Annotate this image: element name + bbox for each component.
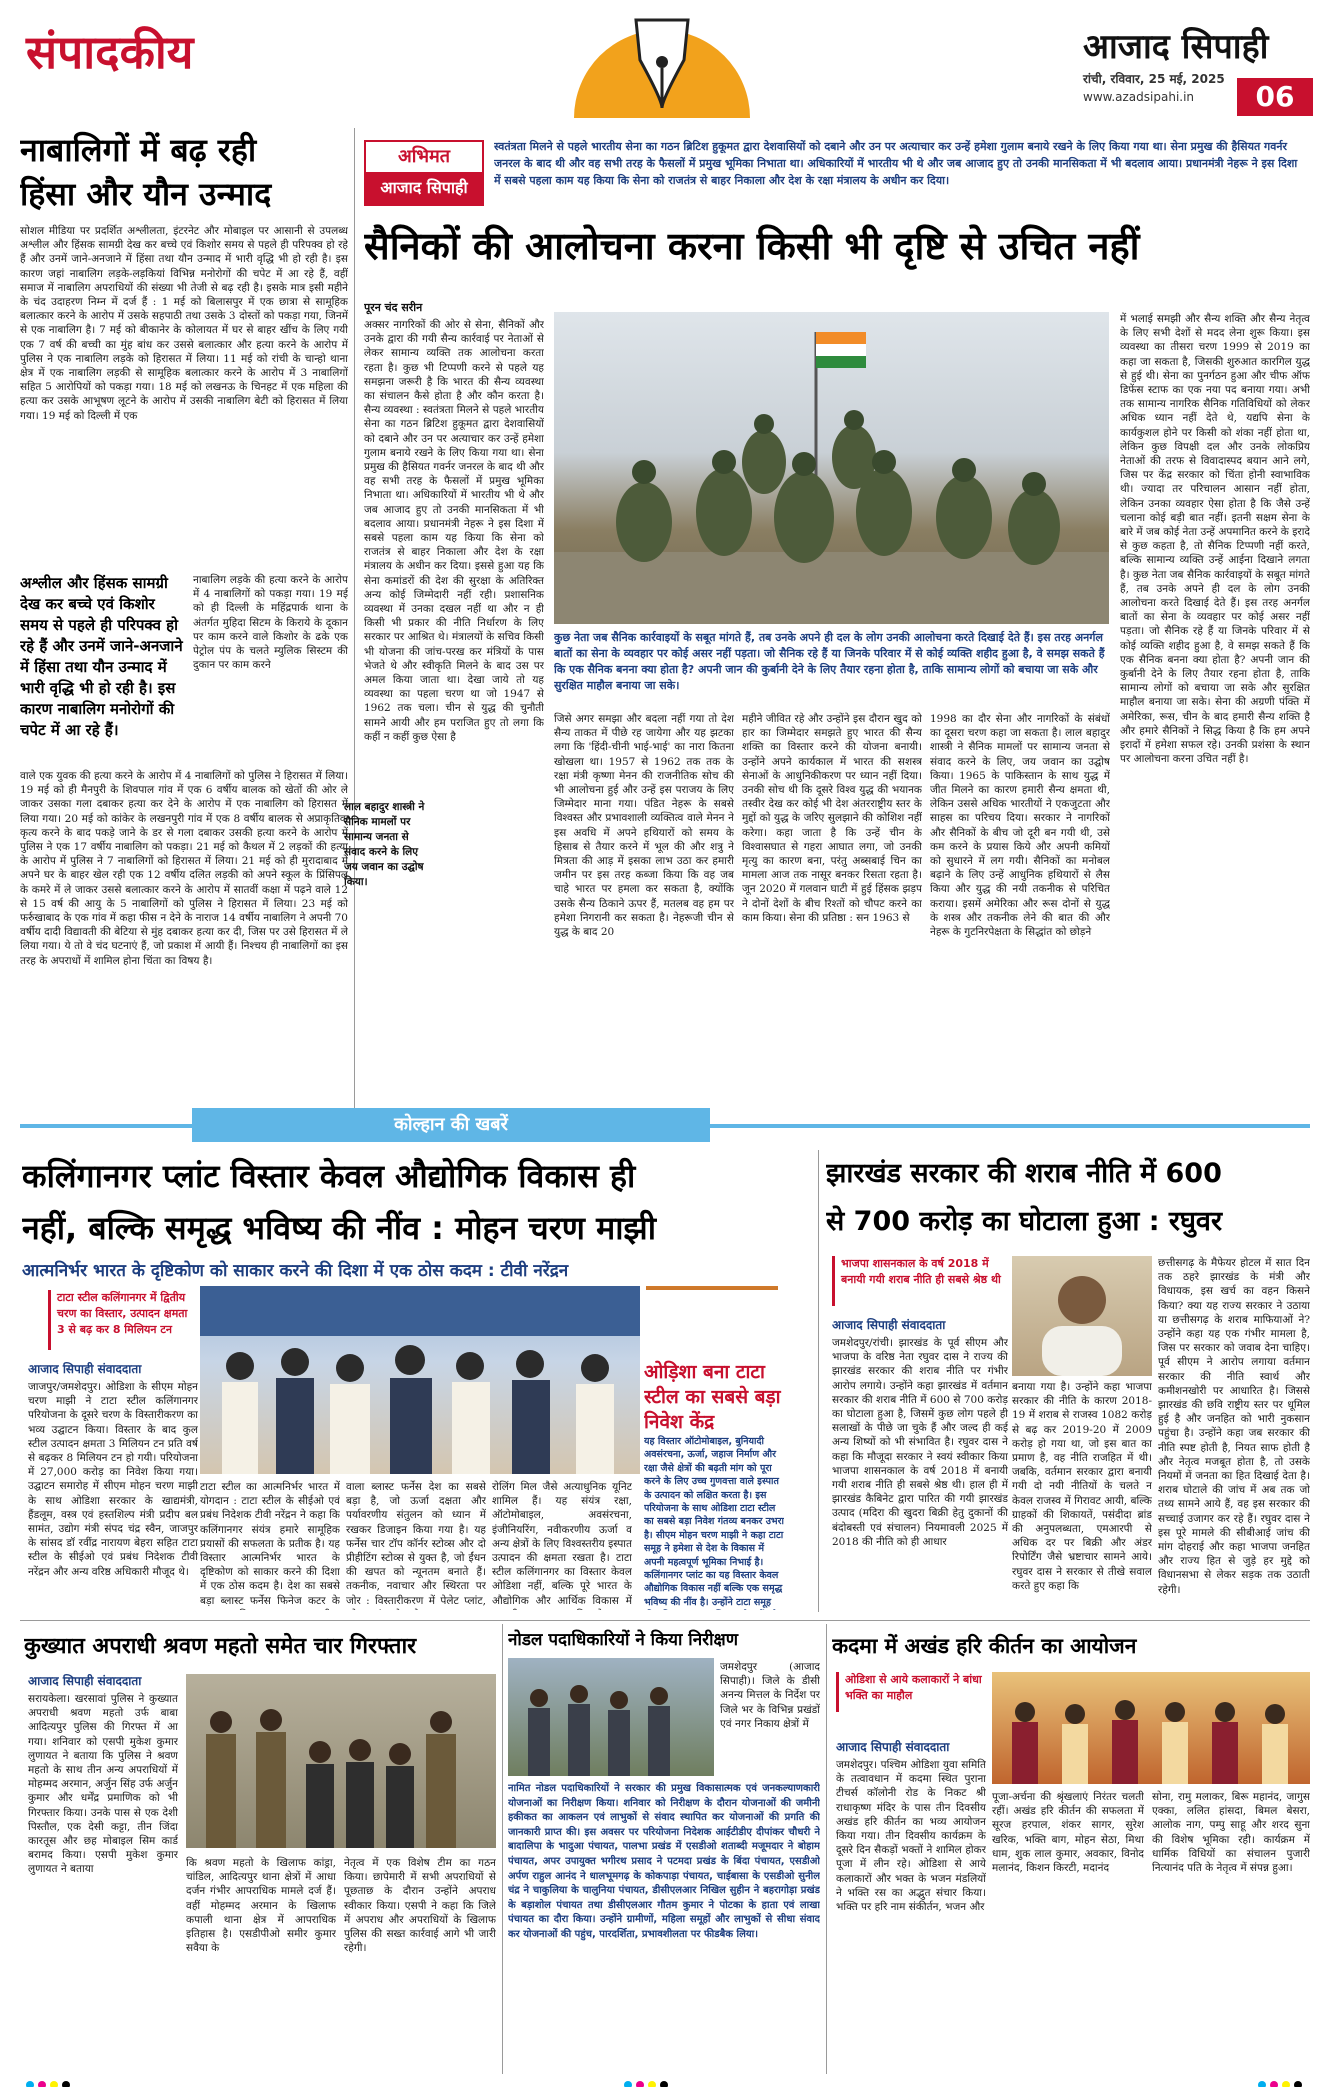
story1-col1: जाजपुर/जमशेदपुर। ओडिशा के सीएम मोहन चरण माझी ने टाटा स्टील कलिंगानगर परियोजना के दूसरे चरण के विस्तारीकरण का भव्य उद्घाटन किया। विस्तार के बाद कुल स्टील उत्पादन क्षमता 3 मिलियन टन प्रति वर्ष से बढ़कर 8 मिलियन टन हो गयी। परियोजना में 27,000 करोड़ का निवेश किया गया। उद्घाटन समारोह में सीएम मोहन चरण माझी के साथ ओडिशा सरकार के खाद्यमंत्री, हैंडलूम, वस्त्र एवं हस्तशिल्प मंत्री प्रदीप बल सामंत, उद्योग मंत्री संपद चंद्र स्वैन, जाजपुर के सांसद डॉ रवींद्र नारायण बेहरा सहित टाटा स्टील के सीईओ एवं प्रबंध निदेशक टीवी नरेंद्रन और अन्य वरिष्ठ अधिकारी मौजूद थे। — [28, 1381, 198, 1578]
story1-subhead: आत्मनिर्भर भारत के दृष्टिकोण को साकार करने की दिशा में एक ठोस कदम : टीवी नरेंद्रन — [22, 1261, 569, 1281]
photo-caption: कुछ नेता जब सैनिक कार्रवाइयों के सबूत मांगते हैं, तब उनके अपने ही दल के लोग उनकी आलोचना करते दिखाई देते हैं। इस तरह अनर्गल बातों का सेना के व्यवहार पर कोई असर नहीं पड़ता। जो सैनिक रहे हैं या जिनके परिवार में से कोई व्यक्ति शहीद हुआ है, वे समझ सकते हैं कि एक सैनिक बनना क्या होता है? अपनी जान की कुर्बानी देने के लिए तैयार रहना होता है, ताकि सामान्य लोगों को बचाया जा सके और सुरक्षित माहौल बनाया जा सके। — [554, 631, 1105, 692]
story3-col3: नेतृत्व में एक विशेष टीम का गठन किया। छापेमारी में सभी अपराधियों से पूछताछ के दौरान उन्होंने अपराध स्वीकार किया। एसपी ने कहा कि जिले में अपराध और अपराधियों के खिलाफ पुलिस की सख्त कार्रवाई आगे भी जारी रहेगी। — [344, 1857, 496, 1955]
tata-box-text: यह विस्तार ऑटोमोबाइल, बुनियादी अवसंरचना, ऊर्जा, जहाज निर्माण और रक्षा जैसे क्षेत्रों की बढ़ती मांग को पूरा करने के लिए उच्च गुणवत्ता वाले इस्पात के उत्पादन को लक्षित करता है। इस परियोजना के साथ ओडिशा टाटा स्टील का सबसे बड़ा निवेश गंतव्य बनकर उभरा है। सीएम मोहन चरण माझी ने कहा टाटा समूह ने हमेशा से देश के विकास में अपनी महत्वपूर्ण भूमिका निभाई है। कलिंगानगर प्लांट का यह विस्तार केवल औद्योगिक विकास नहीं बल्कि एक समृद्ध भविष्य की नींव है। उन्होंने टाटा समूह — [644, 1436, 784, 1608]
story2-headline-1: झारखंड सरकार की शराब नीति में 600 — [826, 1158, 1222, 1189]
story2-summary: भाजपा शासनकाल के वर्ष 2018 में बनायी गयी शराब नीति ही सबसे श्रेष्ठ थी — [832, 1256, 1008, 1306]
pen-nib-logo — [566, 0, 758, 118]
story4-headline: नोडल पदाधिकारियों ने किया निरीक्षण — [508, 1630, 738, 1650]
story2-col1: जमशेदपुर/रांची। झारखंड के पूर्व सीएम और भाजपा के वरिष्ठ नेता रघुवर दास ने राज्य की झारखंड सरकार की शराब नीति पर गंभीर आरोप लगाये। उन्होंने कहा झारखंड में वर्तमान सरकार की शराब नीति में 600 से 700 करोड़ का घोटाला हुआ है, जिसमें कुछ लोग पहले ही सलाखों के पीछे जा चुके हैं और जल्द ही कई अन्य शिष्यों को भी संभावित है। रघुवर दास ने कहा कि मौजूदा सरकार ने स्वयं स्वीकार किया भाजपा शासनकाल के वर्ष 2018 में बनायी गयी शराब नीति ही सबसे श्रेष्ठ थी। हाल ही में झारखंड कैबिनेट द्वारा पारित की गयी झारखंड उत्पाद (मदिरा की खुदरा बिक्री हेतु दुकानों की बंदोबस्ती एवं संचालन) नियमावली 2025 में 2018 की नीति को ही आधार — [832, 1337, 1008, 1548]
editorial2-col1: अक्सर नागरिकों की ओर से सेना, सैनिकों और उनके द्वारा की गयी सैन्य कार्रवाई पर नेताओं से लेकर सामान्य व्यक्ति तक आलोचना करता रहता है। कुछ भी टिप्पणी करने से पहले यह समझना जरूरी है कि भारत की सैन्य व्यवस्था का संचालन कैसे होता है और कौन करता है। सैन्य व्यवस्था : स्वतंत्रता मिलने से पहले भारतीय सेना का गठन ब्रिटिश हुकूमत द्वारा देशवासियों को दबाने और उन पर अत्याचार कर उन्हें हमेशा गुलाम बनाये रखने के लिए किया गया था। सेना प्रमुख की हैसियत गवर्नर जनरल के बाद थी और वह सभी तरह के फैसलों में प्रमुख भूमिका निभाता था। अधिकारियों में भारतीय भी थे और जब आजाद हुए तो उनकी मानसिकता में भी बदलाव आया। प्रधानमंत्री नेहरू ने इस दिशा में सबसे पहला काम यह किया कि सेना को राजतंत्र से बाहर निकाला और देश के रक्षा मंत्रालय के अधीन कर दिया। इससे हुआ यह कि सेना कमांडरों की देश की सुरक्षा के अतिरिक्त अन्य कोई जिम्मेदारी नहीं रही। प्रशासनिक व्यवस्था में उनका दखल नहीं था और न ही किसी भी प्रकार की नीति निर्धारण के लिए सरकार पर आश्रित थे। मंत्रालयों के सचिव किसी भी योजना की जांच-परख कर मंत्रियों के पास भेजते थे और स्वीकृति मिलने के बाद उस पर अमल किया जाता था। देखा जाये तो यह व्यवस्था का पहला चरण था जो 1947 से 1962 तक चला। चीन से युद्ध की चुनौती सामने आयी और हम पराजित हुए तो लगा कि कहीं न कहीं कुछ ऐसा है — [364, 319, 544, 743]
soldiers-photo — [554, 312, 1109, 624]
story1-headline-2: नहीं, बल्कि समृद्ध भविष्य की नींव : मोहन चरण माझी — [22, 1209, 656, 1247]
tata-box — [644, 1290, 784, 1612]
paper-name: आजाद सिपाही — [1083, 27, 1269, 67]
side-quote: लाल बहादुर शास्त्री ने सैनिक मामलों पर सामान्य जनता से संवाद करने के लिए जय जवान का उद्घोष किया। — [344, 801, 425, 888]
editorial-body-2: नाबालिग लड़के की हत्या करने के आरोप में 4 नाबालिगों को पकड़ा गया। 19 मई को ही दिल्ली के महिंद्रपार्क थाना के अंतर्गत मुहिदा सिटम के किराये के दूकान पर काम करने वाले किशोर के ढके एक पेट्रोल पंप के चलते म्युलिक सिस्टम की दुकान पर काम करने — [193, 574, 348, 672]
story4-body: नामित नोडल पदाधिकारियों ने सरकार की प्रमुख विकासात्मक एवं जनकल्याणकारी योजनाओं का निरीक्षण किया। शनिवार को निरीक्षण के दौरान योजनाओं की जमीनी हकीकत का आकलन एवं लाभुकों से संवाद स्थापित कर योजनाओं की प्रगति की जानकारी प्राप्त की। इस अवसर पर परियोजना निदेशक आईटीडीए दीपांकर चौधरी ने बादालिपा के भादुआ पंचायत, पालभा प्रखंड में एसडीओ शताब्दी मजूमदार ने बोहाम पंचायत, अपर उपायुक्त भगीरथ प्रसाद ने पटमदा प्रखंड के बिंदा पंचायत, एसडीओ अर्पण राहुल आनंद ने धालभूमगढ़ के कोकपाड़ा पंचायत, चाईबासा के एसडीओ सुनील चंद्र ने चाकुलिया के चालुनिया पंचायत, डीसीएलआर निखिल सुहीन ने बहरागोड़ा प्रखंड के बड़ाशोल पंचायत तथा डीसीएलआर गौतम कुमार ने पोटका के हाता एवं लाखा पंचायत का दौरा किया। उन्होंने ग्रामीणों, महिला समूहों और लाभुकों से सीधा संवाद कर योजनाओं की पहुंच, पारदर्शिता, प्रभावशीलता पर फीडबैक लिया। — [508, 1783, 820, 1940]
story4-lead: जमशेदपुर (आजाद सिपाही)। जिले के डीसी अनन्य मित्तल के निर्देश पर जिले भर के विभिन्न प्रखंडों एवं नगर निकाय क्षेत्रों में — [720, 1661, 820, 1730]
story5-byline: आजाद सिपाही संवाददाता — [836, 1740, 950, 1754]
editorial-body-1: सोशल मीडिया पर प्रदर्शित अश्लीलता, इंटरनेट और मोबाइल पर आसानी से उपलब्ध अश्लील और हिंसक सामग्री देख कर बच्चे एवं किशोर समय से पहले ही परिपक्व हो रहे हैं और उनमें जाने-अनजाने में हिंसा तथा यौन उन्माद में भारी वृद्धि भी हो रही है। इस कारण जहां नाबालिग लड़के-लड़कियां विभिन्न मनोरोगों की चपेट में आ रहे हैं, वहीं समाज में नाबालिग अपराधियों की संख्या भी तेजी से बढ़ रही है। इसके मात्र इसी महीने के चंद उदाहरण निम्न में दर्ज हैं : 1 मई को बिलासपुर में एक छात्रा से सामूहिक बलात्कार करने के आरोप में उसके सहपाठी तथा उसके 3 दोस्तों को पकड़ा गया, जिनमें से एक नाबालिग है। 7 मई को बीकानेर के कोलायत में घर से बाहर खींच के लिए गयी एक 7 वर्ष की बच्ची का मुंह बांध कर उससे बलात्कार और हत्या करने के आरोप में पुलिस ने एक नाबालिग लड़के को हिरासत में लिया। 11 मई को रांची के चान्हो थाना क्षेत्र में एक नाबालिग लड़की से सामूहिक बलात्कार करने के आरोप में 3 नाबालिगों सहित 5 आरोपियों को पकड़ा गया। 18 मई को लखनऊ के चिनहट में एक महिला की हत्या कर उसके आभूषण लूटने के आरोप में उसकी नाबालिग बेटी को हिरासत में लिया गया। 19 मई को दिल्ली में एक — [20, 225, 348, 422]
story5-col3: सोना, रामु मलाकर, बिरू महानंद, जागुस एक्का, ललित हांसदा, बिमल बेसरा, आलोक नाग, पम्पु साहू और शरद सुना की विशेष भूमिका रही। कार्यक्रम में धार्मिक विधियों का संचालन पुजारी नित्यानंद पति के नेतृत्व में संपन्न हुआ। — [1152, 1791, 1310, 1875]
story1-col2: टाटा स्टील का आत्मनिर्भर भारत में योगदान : टाटा स्टील के सीईओ एवं प्रबंध निदेशक टीवी नरेंद्रन ने कहा कि कलिंगानगर संयंत्र हमारे सामूहिक प्रयासों की सफलता के प्रतीक है। यह विस्तार आत्मनिर्भर भारत के दृष्टिकोण को साकार करने की दिशा में एक ठोस कदम है। देश का सबसे बड़ा ब्लास्ट फर्नेस फिनेज कटर के — [200, 1481, 340, 1607]
story2-col3: छत्तीसगढ़ के मैफेयर होटल में सात दिन तक ठहरे झारखंड के मंत्री और विधायक, इस खर्च का वहन किसने किया? क्या यह राज्य सरकार ने उठाया या छत्तीसगढ़ के शराब माफियाओं ने? उन्होंने कहा यह एक गंभीर मामला है, जिस पर सरकार को जवाब देना चाहिए। पूर्व सीएम ने आरोप लगाया वर्तमान सरकार की नीति स्वार्थ और कमीशनखोरी पर आधारित है। जिससे झारखंड की छवि राष्ट्रीय स्तर पर धूमिल हुई है और जनहित को भारी नुकसान पहुंचा है। उन्होंने कहा जब सरकार की नीति स्पष्ट होती है, नियत साफ होती है और नेतृत्व मजबूत होता है, तो उसके नियमों में जनता का हित दिखाई देता है। शराब घोटाले की जांच में अब तक जो तथ्य सामने आये हैं, वह इस सरकार की सच्चाई उजागर कर रहे हैं। रघुवर दास ने इस पूरे मामले की सीबीआई जांच की मांग दोहराई और कहा भाजपा जनहित और राज्य हित से जुड़े हर मुद्दे को विधानसभा से लेकर सड़क तक उठाती रहेगी। — [1158, 1257, 1310, 1596]
masthead — [0, 0, 1325, 118]
editorial-tag — [364, 140, 484, 206]
kirtan-photo — [992, 1672, 1310, 1784]
editorial2-col2: जिसे अगर समझा और बदला नहीं गया तो देश सैन्य ताकत में पीछे रह जायेगा और यह झटका लगा कि 'हिंदी-चीनी भाई-भाई' का नारा कितना खोखला था। 1957 से 1962 तक तक के रक्षा मंत्री कृष्णा मेनन की राजनीतिक सोच की भी आलोचना हुई और उन्हें इस पराजय के लिए जिम्मेदार माना गया। पंडित नेहरू के सबसे विश्वस्त और प्रभावशाली व्यक्तित्व वाले मेनन ने इस अवधि में अपने हथियारों को समय के हिसाब से तैयार करने में भूल की और शत्रु ने मित्रता की आड़ में इसका लाभ उठा कर हमारी जमीन पर इस तरह कब्जा किया कि वह जब चाहे भारत पर हमला कर सकता है, क्योंकि उसके सैन्य ठिकाने ऊपर हैं, मतलब वह हम पर हमेशा निगरानी कर सकता है। नेहरूजी चीन से युद्ध के बाद 20 — [554, 713, 734, 939]
story5-col1: जमशेदपुर। पश्चिम ओडिशा युवा समिति के तत्वावधान में कदमा स्थित पुराना टीचर्स कॉलोनी रोड के निकट श्री राधाकृष्ण मंदिर के पास तीन दिवसीय अखंड हरि कीर्तन का भव्य आयोजन किया गया। तीन दिवसीय कार्यक्रम के दूसरे दिन सैकड़ों भक्तों ने शामिल होकर पूजा में लीन रहे। ओडिशा से आये कलाकारों और भक्त के भजन मंडलियों ने भक्ति रस का अद्भुत संचार किया। भक्ति पर हरि नाम संकीर्तन, भजन और — [836, 1759, 986, 1914]
editorial-title-2: हिंसा और यौन उन्माद — [20, 175, 272, 213]
police-photo — [186, 1674, 496, 1848]
section-title: संपादकीय — [26, 25, 194, 79]
website[interactable]: www.azadsipahi.in — [1083, 90, 1195, 104]
raghuvar-photo — [1012, 1256, 1152, 1376]
editorial-title-1: नाबालिगों में बढ़ रही — [20, 131, 257, 169]
story1-col3: वाला ब्लास्ट फर्नेस देश का सबसे बड़ा है, जो ऊर्जा दक्षता और पर्यावरणीय संतुलन को ध्यान में रखकर डिजाइन किया गया है। यह फर्नेस चार टॉप कॉर्नर स्टोव्स और दो प्रीहीटिंग स्टोव्स से युक्त है, जो ईंधन की खपत को न्यूनतम बनाते हैं। तकनीक, नवाचार और स्थिरता पर जोर : विस्तारीकरण में पेलेट प्लांट, — [346, 1481, 486, 1607]
color-registration-marks — [0, 2076, 1325, 2087]
inspection-photo — [508, 1658, 714, 1776]
tag-top: अभिमत — [397, 146, 451, 167]
editorial2-col3: महीने जीवित रहे और उन्होंने इस दौरान खुद को हार का जिम्मेदार समझते हुए भारत की सैन्य शक्ति का विस्तार करने की योजना बनायी। उन्होंने अपने कार्यकाल में भारत की सशस्त्र सेनाओं के आधुनिकीकरण पर ध्यान नहीं दिया। उनकी सोच थी कि दूसरे विश्व युद्ध की भयानक तस्वीर देख कर कोई भी देश अंतरराष्ट्रीय स्तर के मुद्दों को युद्ध के जरिए सुलझाने की कोशिश नहीं करेगा। कहा जाता है कि उन्हें चीन के विश्वासघात से गहरा आघात लगा, जो उनकी मृत्यु का कारण बना, परंतु अब्सबाई चिन का मामला आज तक नासूर बनकर रिसता रहता है। जून 2020 में गलवान घाटी में हुई हिंसक झड़प ने दोनों देशों के बीच रिश्तों को चौपट करने का काम किया। सेना की प्रतिष्ठा : सन 1963 से — [742, 713, 922, 924]
story1-summary: टाटा स्टील कलिंगानगर में द्वितीय चरण का विस्तार, उत्पादन क्षमता 3 से बढ़ कर 8 मिलियन टन — [48, 1290, 188, 1350]
story5-col2: पूजा-अर्चना की श्रृंखलाएं निरंतर चलती रहीं। अखंड हरि कीर्तन की सफलता में सूरज हरपाल, शंकर सागर, सुरेश खरिक, भक्ति बाग, मोहन सेठा, मिथा धाम, शुक लाल कुमार, अवकार, विनोद मलानंद, किशन किरटी, मदानंद — [992, 1791, 1144, 1875]
editorial-body-3: वाले एक युवक की हत्या करने के आरोप में 4 नाबालिगों को पुलिस ने हिरासत में लिया। 19 मई को ही मैनपुरी के शिवपाल गांव में एक 6 वर्षीय बालक को खेतों की ओर ले जाकर उसका गला दबाकर हत्या कर देने के आरोप में एक नाबालिग को हिरासत में लिया गया। 20 मई को कांकेर के लखनपुरी गांव में एक 8 वर्षीय बालक से अप्राकृतिक कृत्य करने के बाद पकड़े जाने के डर से गला दबाकर उसकी हत्या करने के आरोप में पुलिस ने एक 17 वर्षीय नाबालिग को पकड़ा। 21 मई को कैथल में 2 लड़कों की हत्या के आरोप में पुलिस ने 7 नाबालिगों को हिरासत में लिया। 21 मई को ही मुरादाबाद में अपने घर के बाहर खेल रही एक 12 वर्षीय दलित लड़की को अपने स्कूल के प्रिंसिपल के कमरे में ले जाकर उससे बलात्कार करने के आरोप में सातवीं कक्षा में पढ़ने वाले 12 से 15 वर्ष की आयु के 5 नाबालिगों को पुलिस ने हिरासत में लिया। 23 मई को फर्रुखाबाद के एक गांव में कहा फीस न देने के नाराज 14 वर्षीय नाबालिग ने अपनी 70 वर्षीय दादी विद्यावती की बेटिया से मुंह दबाकर हत्या कर दी, जिस पर उसे हिरासत में ले लिया गया। ये तो वे चंद घटनाएं हैं, जो प्रकाश में आयी हैं। निश्चय ही नाबालिगों का इस तरह के अपराधों में शामिल होना चिंता का विषय है। — [20, 770, 348, 967]
editorial2-col4: 1998 का दौर सेना और नागरिकों के संबंधों का दूसरा चरण कहा जा सकता है। लाल बहादुर शास्त्री ने सैनिक मामलों पर सामान्य जनता से संवाद करने के लिए, जय जवान का उद्घोष किया। 1965 के पाकिस्तान के साथ युद्ध में जीत मिलने का कारण हमारी सैन्य क्षमता थी, लेकिन उससे अधिक भारतीयों ने एकजुटता और साहस का परिचय दिया। सरकार ने नागरिकों और सैनिकों के बीच जो दूरी बन गयी थी, उसे कम करने के प्रयास किये और अपनी कमियों को सुधारने में लग गयी। सैनिकों का मनोबल बढ़ाने के लिए उन्हें आधुनिक हथियारों से लैस किया और युद्ध की नयी तकनीक से परिचित कराया। इसमें अमेरिका और रूस दोनों से युद्ध के शस्त्र और तकनीक लेने की बात की और नेहरू के गुटनिरपेक्षता के सिद्धांत को छोड़ने — [930, 713, 1110, 939]
story3-headline: कुख्यात अपराधी श्रवण महतो समेत चार गिरफ्तार — [24, 1634, 417, 1659]
editorial-intro: स्वतंत्रता मिलने से पहले भारतीय सेना का गठन ब्रिटिश हुकूमत द्वारा देशवासियों को दबाने और उन पर अत्याचार कर उन्हें हमेशा गुलाम बनाये रखने के लिए किया गया था। सेना प्रमुख की हैसियत गवर्नर जनरल के बाद थी और वह सभी तरह के फैसलों में प्रमुख भूमिका निभाता था। अधिकारियों में भारतीय भी थे और जब आजाद हुए तो उनकी मानसिकता में भी बदलाव आया। प्रधानमंत्री नेहरू ने इस दिशा में सबसे पहला काम यह किया कि सेना को राजतंत्र से बाहर निकाला और देश के रक्षा मंत्रालय के अधीन कर दिया। — [494, 140, 1298, 187]
author-name: पूरन चंद सरीन — [364, 301, 423, 314]
editorial-minors — [20, 128, 348, 1138]
editorial-pullquote: अश्लील और हिंसक सामग्री देख कर बच्चे एवं किशोर समय से पहले ही परिपक्व हो रहे हैं और उनमें जाने-अनजाने में हिंसा तथा यौन उन्माद में भारी वृद्धि भी हो रही है। इस कारण नाबालिग मनोरोगों की चपेट में आ रहे हैं। — [20, 574, 183, 739]
story1-col4: रोलिंग मिल जैसे अत्याधुनिक यूनिट शामिल हैं। यह संयंत्र रक्षा, ऑटोमोबाइल, अवसंरचना, इंजीनियरिंग, नवीकरणीय ऊर्जा व अन्य क्षेत्रों के लिए विश्वस्तरीय इस्पात उत्पादन की क्षमता रखता है। टाटा स्टील कलिंगानगर का विस्तार केवल ओडिशा नहीं, बल्कि पूरे भारत के औद्योगिक और आर्थिक विकास में — [492, 1481, 632, 1607]
story3-byline: आजाद सिपाही संवाददाता — [28, 1674, 142, 1688]
story5-headline: कदमा में अखंड हरि कीर्तन का आयोजन — [832, 1634, 1137, 1658]
story3-col1: सरायकेला। खरसावां पुलिस ने कुख्यात अपराधी श्रवण महतो उर्फ बाबा आदित्यपुर पुलिस की गिरफ्त में आ गया। शनिवार को एसपी मुकेश कुमार लुणायत ने बताया कि पुलिस ने श्रवण महतो के साथ तीन अन्य अपराधियों में मोहम्मद अरमान, अर्जुन सिंह उर्फ अर्जुन कुमार और धर्मेंद्र प्रमाणिक को भी गिरफ्तार किया। उनके पास से एक देशी पिस्तौल, एक देसी कट्टा, तीन जिंदा कारतूस और छह मोबाइल सिम कार्ड बरामद किया। एसपी मुकेश कुमार लुणायत ने बताया — [28, 1693, 178, 1876]
story5-summary: ओडिशा से आये कलाकारों ने बांधा भक्ति का माहौल — [836, 1672, 986, 1712]
page-number: 06 — [1237, 78, 1313, 116]
story2-headline-2: से 700 करोड़ का घोटाला हुआ : रघुवर — [826, 1206, 1222, 1237]
story1-byline: आजाद सिपाही संवाददाता — [28, 1362, 142, 1376]
dateline: रांची, रविवार, 25 मई, 2025 — [1083, 72, 1225, 86]
editorial-headline: सैनिकों की आलोचना करना किसी भी दृष्टि से उचित नहीं — [364, 224, 1140, 268]
story3-col2: कि श्रवण महतो के खिलाफ कांड्रा, चांडिल, आदित्यपुर थाना क्षेत्रों में आधा दर्जन गंभीर आपराधिक मामले दर्ज हैं। वहीं मोहम्मद अरमान के खिलाफ कपाली थाना क्षेत्र में आपराधिक इतिहास है। एसडीपीओ समीर कुमार सवैया के — [186, 1857, 336, 1955]
story2-col2: बनाया गया है। उन्होंने कहा भाजपा सरकार की नीति के कारण 2018-19 में शराब से राजस्व 1082 करोड़ से बढ़ कर 2019-20 में 2009 करोड़ हो गया था, जो इस बात का प्रमाण है, वह नीति राजहित में थी। जबकि, वर्तमान सरकार द्वारा बनायी गयी दो नयी नीतियों के चलते न केवल राजस्व में गिरावट आयी, बल्कि ग्राहकों की शिकायतें, पसंदीदा ब्रांड की अनुपलब्धता, एमआरपी से अधिक दर पर बिक्री और अंडर रिपोर्टिंग जैसे भ्रष्टाचार सामने आये। रघुवर दास ने सरकार से तीखे सवाल करते हुए कहा कि — [1012, 1381, 1152, 1592]
tata-box-title: ओड़िशा बना टाटा स्टील का सबसे बड़ा निवेश केंद्र — [644, 1361, 781, 1433]
story1-headline-1: कलिंगानगर प्लांट विस्तार केवल औद्योगिक विकास ही — [22, 1157, 636, 1195]
tata-event-photo — [200, 1286, 640, 1474]
editorial2-col5: में भलाई समझी और सैन्य शक्ति और सैन्य नेतृत्व के लिए सभी देशों से मदद लेना शुरू किया। इस व्यवस्था का तीसरा चरण 1999 से 2019 का कहा जा सकता है, जिसकी शुरुआत कारगिल युद्ध से हुई थी। सेना का पुनर्गठन हुआ और चीफ ऑफ डिफेंस स्टाफ का एक नया पद बनाया गया। अभी तक सामान्य नागरिक सैनिक गतिविधियों को लेकर अधिक ध्यान नहीं देते थे, यद्यपि सेना के कार्यकुशल होने पर किसी को शंका नहीं होता था, लेकिन कुछ विपक्षी दल और उनके लोकप्रिय नेताओं की तरफ से विवादास्पद बयान आने लगे, जिस पर केंद्र सरकार को चिंता होनी स्वाभाविक थी। ज्यादा तर परिचालन आसान नहीं होता, लेकिन उनका व्यवहार ऐसा होता है कि जैसे उन्हें चलाना कोई बड़ी बात नहीं। इतनी सक्षम सेना के बारे में जब कोई नेता उन्हें अपमानित करने के इरादे से कुछ कहता है, तो सैनिक टिप्पणी नहीं करते, बल्कि सामान्य व्यक्ति उन्हें आईना दिखाने लगता है। कुछ नेता जब सैनिक कार्रवाइयों के सबूत मांगते हैं, तब उनके अपने ही दल के लोग उनकी आलोचना करते दिखाई देते हैं। इस तरह अनर्गल बातों का सेना के व्यवहार पर कोई असर नहीं पड़ता। जो सैनिक रहे हैं या जिनके परिवार में से कोई व्यक्ति शहीद हुआ है, वे समझ सकते हैं कि एक सैनिक बनना क्या होता है? अपनी जान की कुर्बानी देने के लिए तैयार रहना होता है, ताकि सामान्य लोगों को बचाया जा सके और सुरक्षित माहौल बनाया जा सके। सेना की अग्रणी पंक्ति में अमेरिका, रूस, चीन के बाद हमारी सैन्य शक्ति है और हमारे सैनिकों ने सिद्ध किया है कि हम अपने इरादों में हमेशा सफल रहे। उनकी प्रशंसा के स्थान पर आलोचना करना उचित नहीं है। — [1120, 313, 1310, 766]
story2-byline: आजाद सिपाही संवाददाता — [832, 1318, 946, 1332]
tag-bottom: आजाद सिपाही — [366, 172, 482, 204]
kolhan-banner-label: कोल्हान की खबरें — [192, 1108, 710, 1142]
